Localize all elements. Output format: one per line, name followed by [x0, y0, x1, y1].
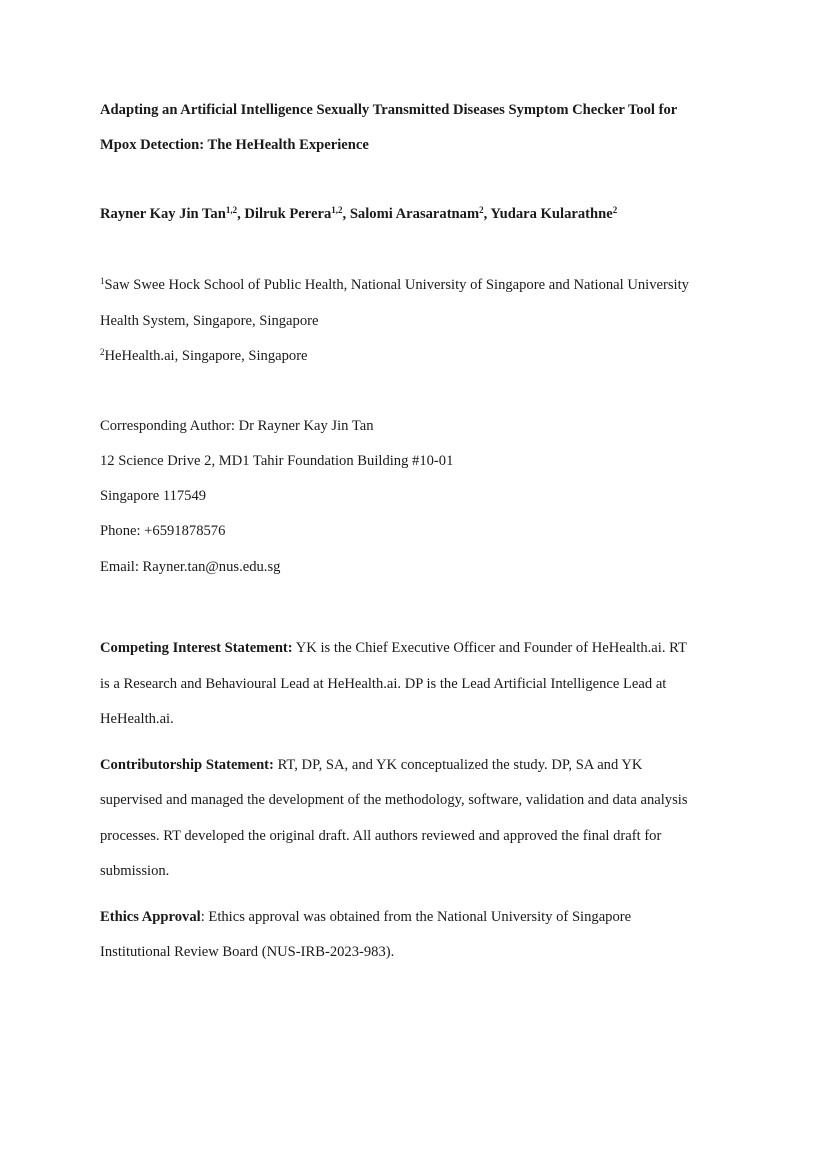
ethics-approval-text: : Ethics approval was obtained from the National University of Singapore	[200, 909, 632, 925]
ethics-approval-label: Ethics Approval	[100, 909, 201, 925]
address-line-1: 12 Science Drive 2, MD1 Tahir Foundation Building #10-01	[100, 453, 454, 469]
email: Email: Rayner.tan@nus.edu.sg	[100, 559, 281, 575]
ethics-approval-line-2: Institutional Review Board (NUS-IRB-2023-983).	[100, 944, 395, 960]
affiliation-mark: 1	[100, 276, 105, 286]
affiliation-2	[100, 347, 308, 365]
competing-interest-text: YK is the Chief Executive Officer and Founder of HeHealth.ai. RT	[292, 640, 687, 656]
corresponding-author: Corresponding Author: Dr Rayner Kay Jin Tan	[100, 418, 374, 434]
author-separator: ,	[483, 206, 491, 222]
competing-interest-statement	[100, 639, 687, 657]
author-affiliation-mark: 2	[612, 205, 618, 215]
author-name: Salomi Arasaratnam	[349, 206, 480, 222]
ethics-approval	[100, 908, 631, 926]
competing-interest-line-3: HeHealth.ai.	[100, 711, 174, 727]
author-affiliation-mark: 1,2	[331, 205, 343, 215]
affiliation-1	[100, 276, 689, 294]
competing-interest-label: Competing Interest Statement:	[100, 640, 293, 656]
phone: Phone: +6591878576	[100, 523, 226, 539]
author-name: Rayner Kay Jin Tan	[100, 206, 226, 222]
title-line-1: Adapting an Artificial Intelligence Sexually Transmitted Diseases Symptom Checker Tool for	[100, 102, 678, 118]
competing-interest-line-2: is a Research and Behavioural Lead at HeHealth.ai. DP is the Lead Artificial Intelligence Lead at	[100, 676, 667, 692]
affiliation-text: HeHealth.ai, Singapore, Singapore	[104, 348, 308, 364]
contributorship-label: Contributorship Statement:	[100, 757, 274, 773]
author-affiliation-mark: 2	[479, 205, 484, 215]
contributorship-line-4: submission.	[100, 863, 170, 879]
author-separator: ,	[342, 206, 350, 222]
affiliation-mark: 2	[100, 347, 105, 357]
contributorship-line-3: processes. RT developed the original draft. All authors reviewed and approved the final draft for	[100, 828, 662, 844]
address-line-2: Singapore 117549	[100, 488, 207, 504]
contributorship-text: RT, DP, SA, and YK conceptualized the study. DP, SA and YK	[273, 757, 643, 773]
affiliation-1-continued: Health System, Singapore, Singapore	[100, 313, 319, 329]
author-affiliation-mark: 1,2	[225, 205, 238, 215]
title-line-2: Mpox Detection: The HeHealth Experience	[100, 137, 369, 153]
author-separator: ,	[237, 206, 245, 222]
affiliation-text: Saw Swee Hock School of Public Health, National University of Singapore and National University	[104, 277, 689, 293]
author-list	[100, 205, 617, 223]
contributorship-line-2: supervised and managed the development of the methodology, software, validation and data analysis	[100, 792, 688, 808]
author-name: Yudara Kularathne	[490, 206, 613, 222]
author-name: Dilruk Perera	[244, 206, 332, 222]
contributorship-statement	[100, 756, 642, 774]
